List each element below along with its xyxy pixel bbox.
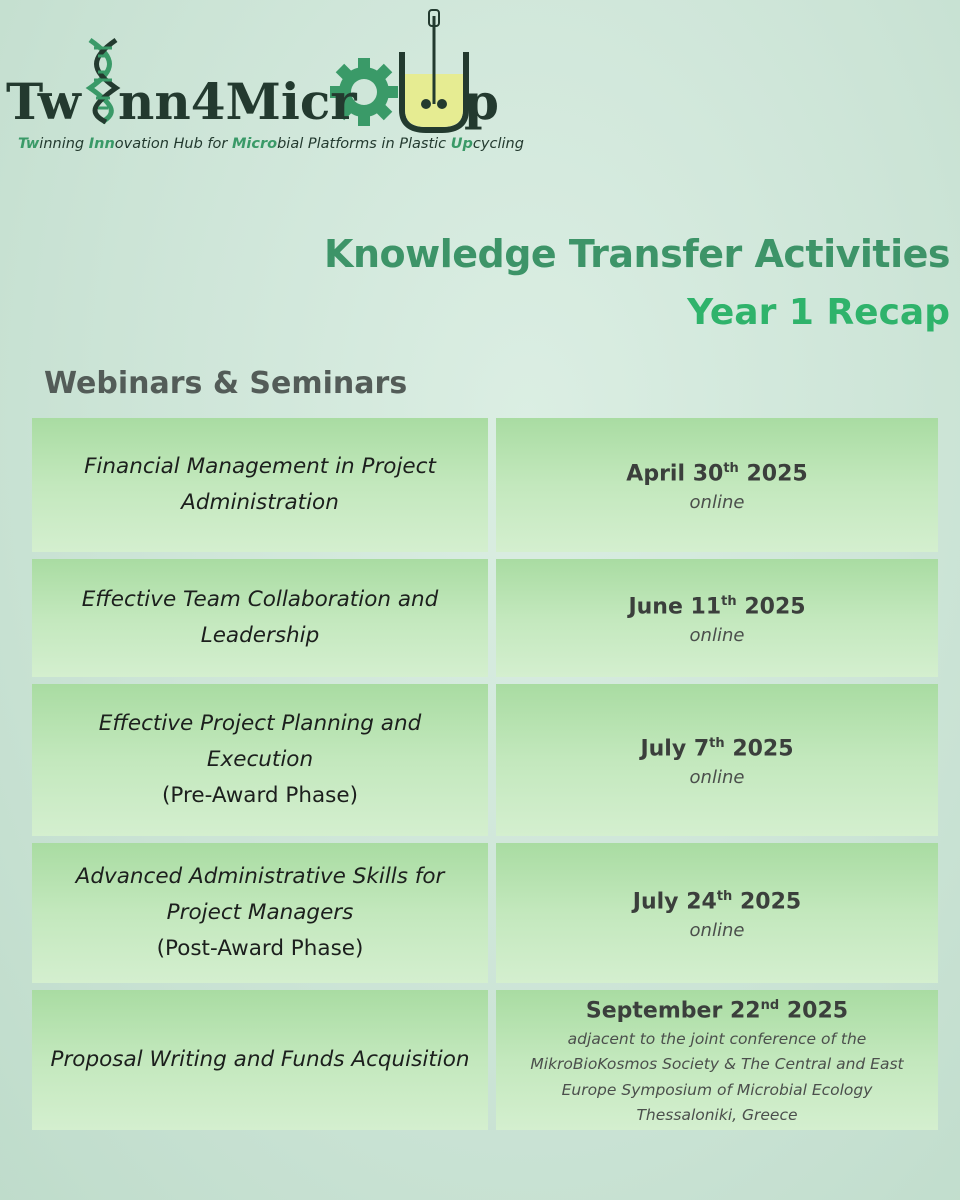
event-date: [640, 729, 793, 764]
events-table: [32, 418, 938, 1137]
logo-text-part: p: [464, 72, 499, 131]
date-suffix: th: [709, 736, 725, 752]
date-day: 7: [693, 736, 710, 762]
event-topic-cell: [32, 559, 488, 677]
event-location: Europe Symposium of Microbial Ecology: [561, 1080, 873, 1099]
date-month: June: [628, 594, 683, 620]
date-suffix: nd: [760, 998, 780, 1014]
event-topic: Administration: [181, 490, 339, 515]
event-location: online: [689, 919, 745, 941]
date-year: 2025: [744, 594, 806, 620]
tagline-highlight: Up: [450, 136, 473, 152]
event-topic: Effective Project Planning and: [98, 711, 422, 736]
date-month: April: [626, 461, 686, 487]
date-day: 11: [690, 594, 722, 620]
date-suffix: th: [723, 461, 739, 477]
table-row: [32, 990, 938, 1130]
logo-text-part: nn4Micr: [118, 72, 357, 131]
event-location: online: [689, 624, 745, 646]
section-title: Webinars & Seminars: [44, 366, 408, 401]
logo-text-part: Tw: [6, 72, 81, 131]
event-topic: Project Managers: [166, 900, 354, 925]
logo: [6, 6, 524, 156]
table-row: [32, 418, 938, 552]
table-row: [32, 559, 938, 677]
event-topic: Advanced Administrative Skills for: [75, 864, 445, 889]
event-topic: Effective Team Collaboration and: [81, 587, 439, 612]
date-month: September: [585, 998, 723, 1024]
date-month: July: [632, 889, 679, 915]
event-location: adjacent to the joint conference of the: [567, 1029, 867, 1048]
event-topic-cell: [32, 843, 488, 983]
event-date: [586, 991, 848, 1026]
event-location: Thessaloniki, Greece: [636, 1106, 798, 1125]
event-date-cell: [496, 559, 938, 677]
tagline-text: cycling: [472, 136, 524, 152]
tagline-highlight: Inn: [88, 136, 115, 152]
date-year: 2025: [739, 889, 802, 915]
event-topic-cell: [32, 418, 488, 552]
date-year: 2025: [786, 998, 849, 1024]
dna-helix-icon: [90, 40, 116, 122]
event-topic-cell: [32, 684, 488, 836]
event-topic: Financial Management in Project: [84, 454, 436, 479]
event-phase: (Pre-Award Phase): [162, 783, 358, 808]
date-suffix: th: [716, 889, 733, 905]
date-month: July: [640, 736, 687, 762]
event-topic: Execution: [206, 747, 314, 772]
tagline-text: ovation Hub for: [114, 136, 232, 152]
event-date-cell: [496, 990, 938, 1130]
event-location: online: [689, 491, 745, 513]
event-date: [626, 454, 807, 489]
date-suffix: th: [721, 594, 737, 610]
table-row: [32, 684, 938, 836]
date-day: 30: [692, 461, 724, 487]
date-day: 22: [729, 998, 761, 1024]
date-year: 2025: [746, 461, 808, 487]
event-date-cell: [496, 684, 938, 836]
event-date-cell: [496, 418, 938, 552]
page-title: Knowledge Transfer Activities: [324, 232, 950, 276]
event-topic-cell: [32, 990, 488, 1130]
event-phase: (Post-Award Phase): [156, 936, 364, 961]
event-topic: Proposal Writing and Funds Acquisition: [50, 1047, 470, 1072]
table-row: [32, 843, 938, 983]
tagline-highlight: Tw: [18, 136, 40, 152]
bioreactor-icon: [402, 10, 466, 130]
event-location: online: [689, 766, 745, 788]
event-date: [628, 587, 805, 622]
event-location: MikroBioKosmos Society & The Central and East: [530, 1055, 904, 1074]
event-topic: Leadership: [200, 623, 320, 648]
date-year: 2025: [732, 736, 794, 762]
tagline-highlight: Micro: [231, 136, 278, 152]
date-day: 24: [686, 889, 717, 915]
tagline-text: inning: [39, 136, 89, 152]
event-date: [633, 882, 801, 917]
event-date-cell: [496, 843, 938, 983]
page-subtitle: Year 1 Recap: [687, 292, 950, 333]
logo-tagline: [18, 136, 524, 152]
tagline-text: bial Platforms in Plastic: [277, 136, 451, 152]
